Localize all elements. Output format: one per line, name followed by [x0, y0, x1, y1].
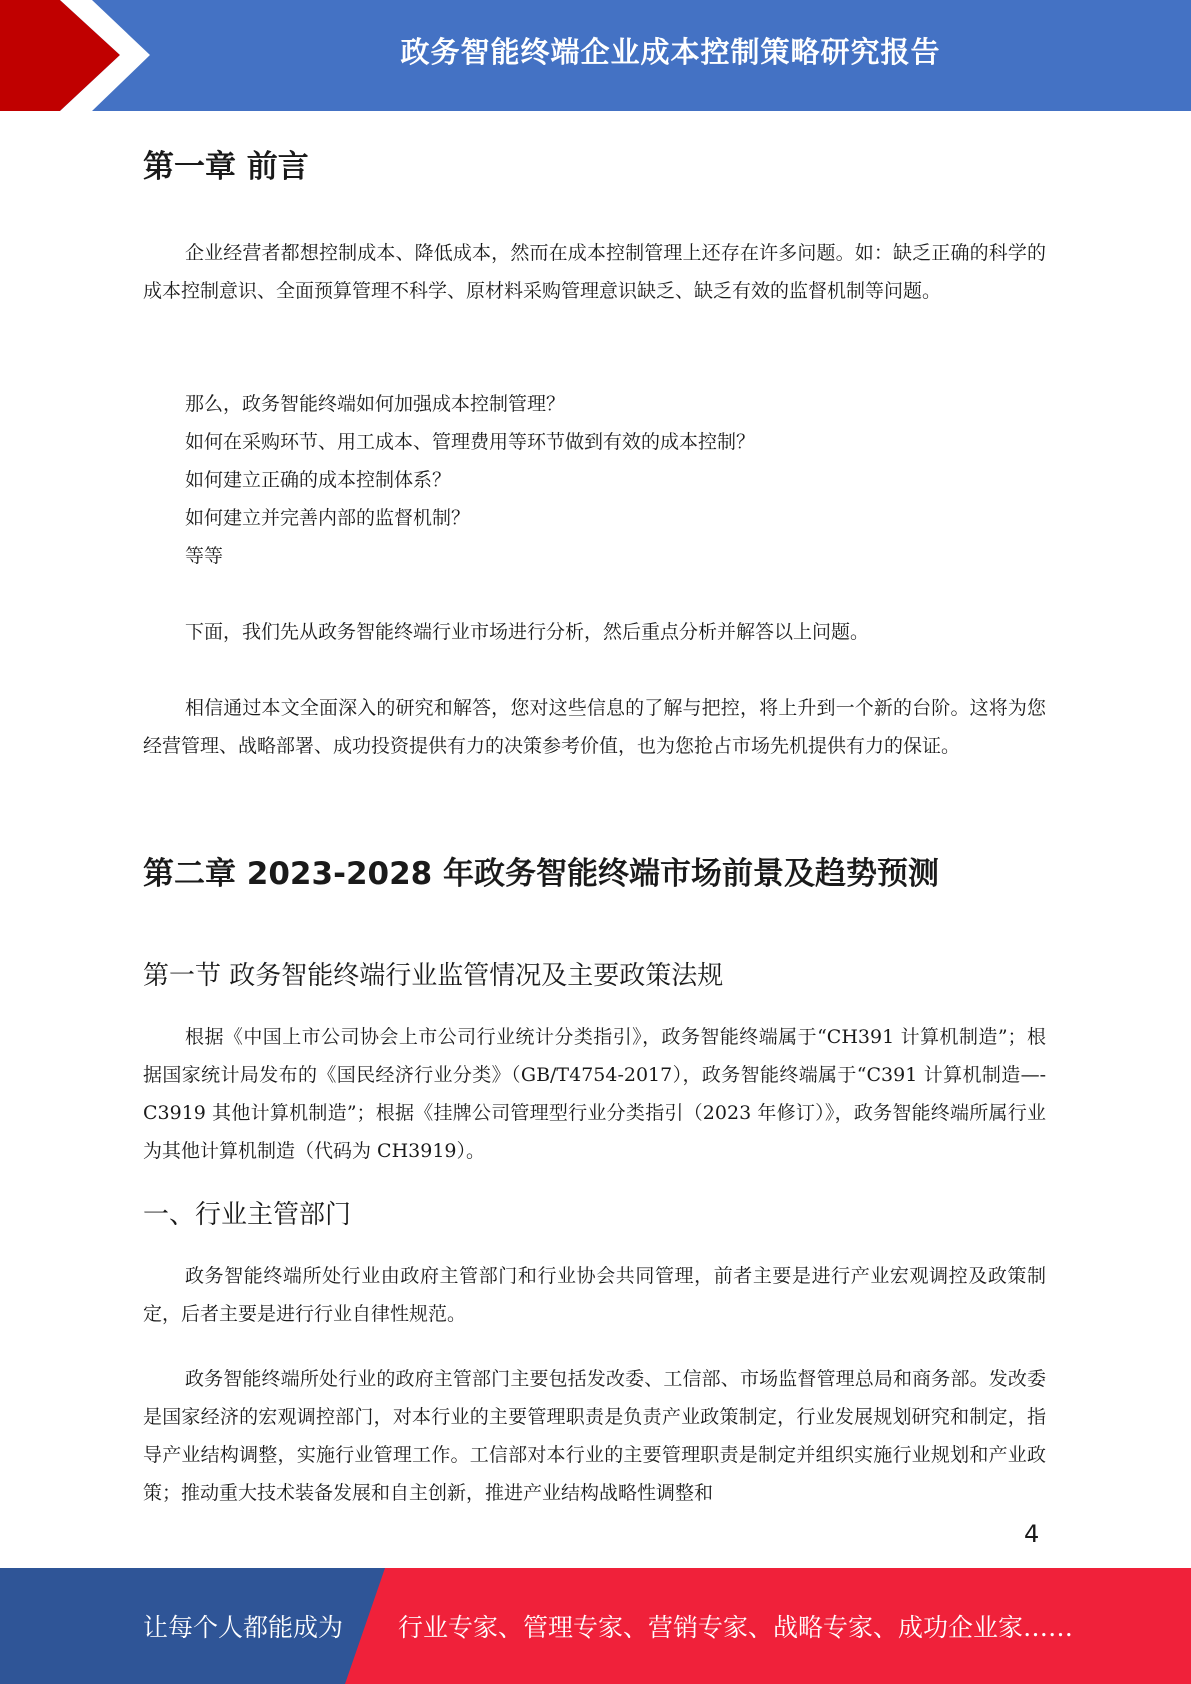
chapter-1-title: 第一章 前言 — [143, 149, 309, 185]
page-number: 4 — [1024, 1520, 1040, 1548]
chapter-1-paragraph-3: 相信通过本文全面深入的研究和解答，您对这些信息的了解与把控，将上升到一个新的台阶。这将为您经营管理、战略部署、成功投资提供有力的决策参考价值，也为您抢占市场先机提供有力的保证。 — [143, 697, 1046, 757]
question-1: 那么，政务智能终端如何加强成本控制管理？ — [185, 393, 566, 415]
question-3: 如何建立正确的成本控制体系？ — [185, 469, 452, 491]
chapter-1-paragraph-1: 企业经营者都想控制成本、降低成本，然而在成本控制管理上还存在许多问题。如：缺乏正确的科学的成本控制意识、全面预算管理不科学、原材料采购管理意识缺乏、缺乏有效的监督机制等问题。 — [143, 242, 1046, 302]
subsection-1-paragraph-1: 政务智能终端所处行业由政府主管部门和行业协会共同管理，前者主要是进行产业宏观调控及政策制定，后者主要是进行行业自律性规范。 — [143, 1265, 1046, 1325]
chapter-2-title: 第二章 2023-2028 年政务智能终端市场前景及趋势预测 — [143, 856, 940, 892]
chapter-1-paragraph-2: 下面，我们先从政务智能终端行业市场进行分析，然后重点分析并解答以上问题。 — [185, 621, 870, 643]
question-2: 如何在采购环节、用工成本、管理费用等环节做到有效的成本控制？ — [185, 431, 756, 453]
footer-slogan-left: 让每个人都能成为 — [143, 1613, 344, 1642]
question-4: 如何建立并完善内部的监督机制？ — [185, 507, 471, 529]
report-title: 政务智能终端企业成本控制策略研究报告 — [400, 34, 941, 69]
footer-slogan-right: 行业专家、管理专家、营销专家、战略专家、成功企业家…… — [398, 1613, 1074, 1642]
page-header — [0, 0, 1191, 111]
question-5: 等等 — [185, 545, 224, 567]
subsection-1-title: 一、行业主管部门 — [143, 1200, 352, 1230]
section-1-paragraph-1: 根据《中国上市公司协会上市公司行业统计分类指引》，政务智能终端属于“CH391 计算机制造”；根据国家统计局发布的《国民经济行业分类》（GB/T4754-2017），政务智能终端属于“C391 计算机制造—-C3919 其他计算机制造”；根据《挂牌公司管理型行业分类指引（2023 年修订）》，政务智能终端所属行业为其他计算机制造（代码为 CH3919）。 — [143, 1026, 1046, 1162]
section-1-title: 第一节 政务智能终端行业监管情况及主要政策法规 — [143, 961, 724, 991]
page-footer — [0, 1568, 1191, 1684]
subsection-1-paragraph-2: 政务智能终端所处行业的政府主管部门主要包括发改委、工信部、市场监督管理总局和商务部。发改委是国家经济的宏观调控部门，对本行业的主要管理职责是负责产业政策制定，行业发展规划研究和制定，指导产业结构调整，实施行业管理工作。工信部对本行业的主要管理职责是制定并组织实施行业规划和产业政策；推动重大技术装备发展和自主创新，推进产业结构战略性调整和 — [143, 1368, 1046, 1504]
